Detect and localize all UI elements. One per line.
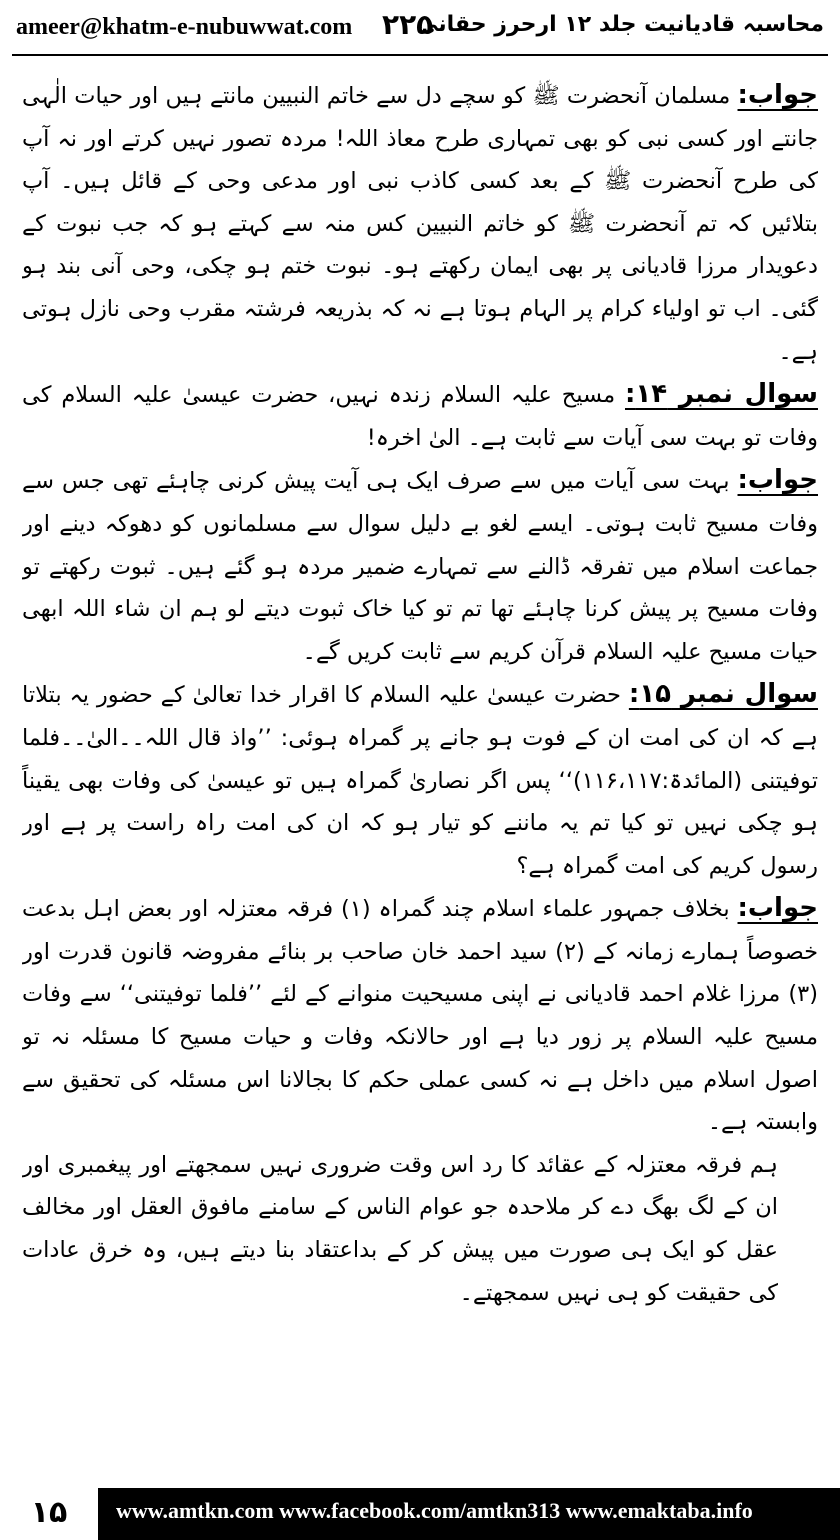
header-book-title: محاسبہ قادیانیت جلد ۱۲ ارحرز حقانی [416,12,824,37]
footer-page-number: ۱۵ [30,1495,68,1530]
footer-website-links[interactable]: www.amtkn.com www.facebook.com/amtkn313 www.emaktaba.info [116,1498,753,1523]
answer-paragraph-1 [22,74,818,373]
header-page-number: ۲۲۵ [382,8,434,41]
question-label: سوال نمبر ۱۵: [628,679,818,710]
header-email: ameer@khatm-e-nubuwwat.com [16,14,353,40]
page-header [0,0,840,56]
question-label: سوال نمبر ۱۴: [625,379,818,410]
question-15 [22,673,818,887]
answer-text: بخلاف جمہور علماء اسلام چند گمراہ (۱) فرقہ معتزلہ اور بعض اہل بدعت خصوصاً ہمارے زمانہ کے (۲) سید احمد خان صاحب بر بنائے مفروضہ قانون قدرت اور (۳) مرزا غلام احمد قادیانی نے اپنی مسیحیت منوانے کے لئے ’’فلما توفیتنی‘‘ سے وفات مسیح علیہ السلام پر زور دیا ہے اور حالانکہ وفات و حیات مسیح کا مسئلہ نہ تو اصول اسلام میں داخل ہے نہ کسی عملی حکم کا بجالانا اس مسئلہ کی تحقیق سے وابستہ ہے۔ [22,896,818,1136]
question-text: مسیح علیہ السلام زندہ نہیں، حضرت عیسیٰ علیہ السلام کی وفات تو بہت سی آیات سے ثابت ہے۔ الیٰ اخرہ! [22,382,818,451]
answer-14 [22,459,818,673]
answer-text: بہت سی آیات میں سے صرف ایک ہی آیت پیش کرنی چاہئے تھی جس سے وفات مسیح ثابت ہوتی۔ ایسے لغو بے دلیل سوال سے مسلمانوں کو دھوکہ دینے اور جماعت اسلام میں تفرقہ ڈالنے سے تمہارے ضمیر مردہ ہو گئے ہیں۔ ثبوت رکھتے تو وفات مسیح پر پیش کرنا چاہئے تھا تم تو کیا خاک ثبوت دیتے لو ہم ان شاء اللہ ابھی حیات مسیح علیہ السلام قرآن کریم سے ثابت کریں گے۔ [22,468,818,665]
page-footer [0,1488,840,1540]
answer-15 [22,887,818,1144]
question-14 [22,373,818,459]
answer-label: جواب: [737,465,818,496]
page-body [22,74,818,1454]
question-text: حضرت عیسیٰ علیہ السلام کا اقرار خدا تعالیٰ کے حضور یہ بتلاتا ہے کہ ان کی امت ان کے فوت ہو جانے پر گمراہ ہوئی: ’’واذ قال اللہ۔۔الیٰ۔۔فلما توفیتنی (المائدۃ:۱۱۶،۱۱۷)‘‘ پس اگر نصاریٰ گمراہ ہیں تو عیسیٰ کی وفات بھی یقیناً ہو چکی نہیں تو کیا تم یہ ماننے کو تیار ہو کہ ان کی امت راہ راست پر ہے اور رسول کریم کی امت گمراہ ہے؟ [22,682,818,879]
header-divider [12,54,828,56]
answer-text: مسلمان آنحضرت ﷺ کو سچے دل سے خاتم النبیین مانتے ہیں اور حیات الٰہی جانتے اور کسی نبی کو بھی تمہاری طرح معاذ اللہ! مردہ تصور نہیں کرتے اور نہ آپ کی طرح آنحضرت ﷺ کے بعد کسی کاذب نبی اور مدعی وحی کے قائل ہیں۔ آپ بتلائیں کہ تم آنحضرت ﷺ کو خاتم النبیین کس منہ سے کہتے ہو کہ جب نبوت کے دعویدار مرزا قادیانی پر بھی ایمان رکھتے ہو۔ نبوت ختم ہو چکی، وحی آنی بند ہو گئی۔ اب تو اولیاء کرام پر الہام ہوتا ہے نہ کہ بذریعہ فرشتہ مقرب وحی نازل ہوتی ہے۔ [22,83,818,365]
answer-label: جواب: [737,80,818,110]
answer-label: جواب: [737,893,818,924]
closing-paragraph: ہم فرقہ معتزلہ کے عقائد کا رد اس وقت ضروری نہیں سمجھتے اور پیغمبری اور ان کے لگ بھگ دے کر ملاحدہ جو عوام الناس کے سامنے مافوق العقل اور مخالف عقل کو ایک ہی صورت میں پیش کر کے بداعتقاد بنا دیتے ہیں، وہ خرق عادات کی حقیقت کو ہی نہیں سمجھتے۔ [22,1151,778,1306]
